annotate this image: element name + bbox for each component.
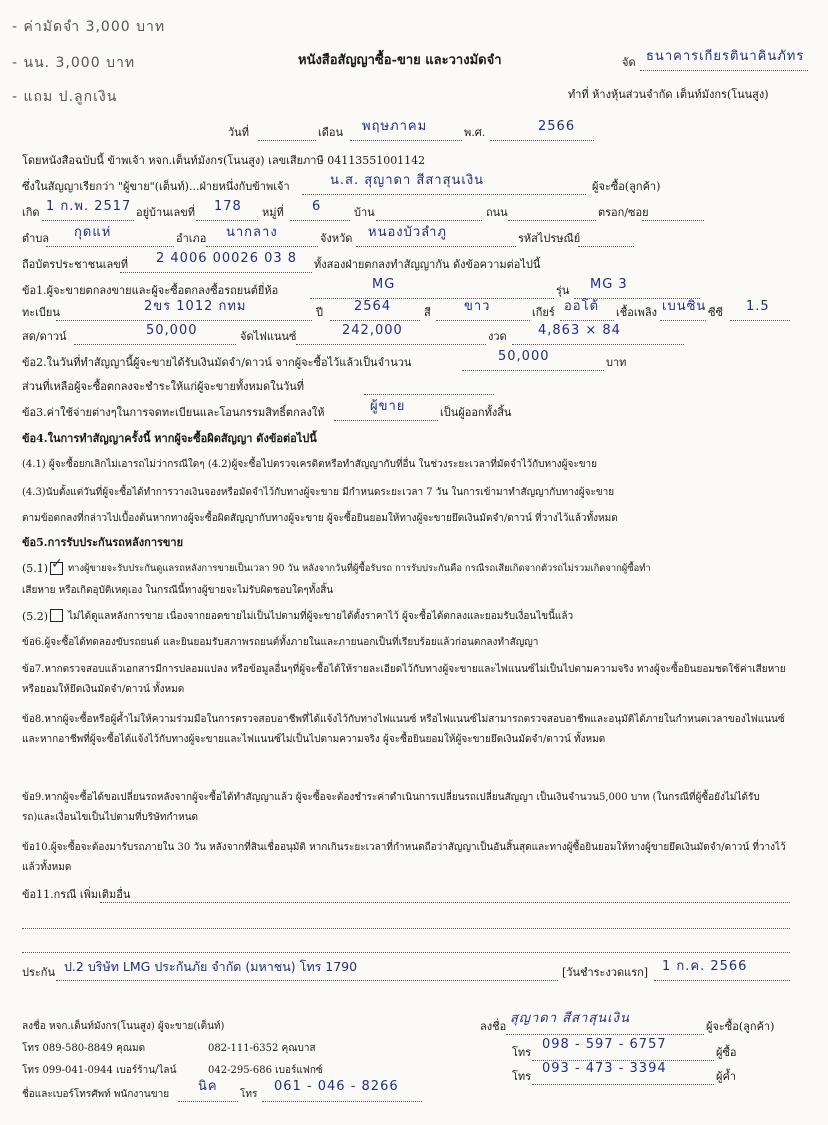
model-label: รุ่น [556,284,570,297]
vehicle-cc: 1.5 [746,299,770,314]
clause6: ข้อ6.ผู้จะซื้อได้ทดลองขับรถยนต์ และยินยอมรับสภาพรถยนต์ทั้งภายในและภายนอกเป็นที่เรียบร้อยแล้วก่อนตกลงทำสัญญา [22,637,539,648]
checkmark-icon: ✓ [51,556,63,572]
vehicle-finance: 242,000 [342,323,403,338]
buyer-signature: สุญาดา สีสาสุนเงิน [510,1011,630,1026]
buyer-role: ผู้จะซื้อ(ลูกค้า) [592,180,661,193]
clause5-2-checkbox[interactable] [50,609,63,622]
clause7: ข้อ7.หากตรวจสอบแล้วเอกสารมีการปลอมแปลง หรือข้อมูลอื่นๆที่ผู้จะซื้อได้ให้รายละเอียดไว้กับทางผู้จะขายและไฟแนนซ์ไม่เป็นไปตามความจริง ทางผู้จะซื้อยินยอมชดใช้ค่าเสียหาย หรือยอมให้ยึดเงินมัดจำ/ดาวน์ ทั้งหมด [22,664,786,695]
clause11: ข้อ11.กรณี เพิ่มเติมอื่น [22,888,131,901]
place-line: ทำที่ ห้างหุ้นส่วนจำกัด เต็นท์มังกร(โนนสูง) [568,88,769,101]
reg-label: ทะเบียน [22,306,60,319]
insurance-label: ประกัน [22,966,55,979]
agree-text: ทั้งสองฝ่ายตกลงทำสัญญากัน ดังข้อความต่อไปนี้ [314,258,541,271]
gear-label: เกียร์ [532,306,555,319]
vehicle-fuel: เบนซิน [662,299,707,314]
vehicle-model: MG 3 [590,277,628,292]
cc-label: ซีซี [708,306,723,319]
down-label: สด/ดาวน์ [22,330,67,343]
vehicle-down: 50,000 [146,323,198,338]
clause10: ข้อ10.ผู้จะซื้อจะต้องมารับรถภายใน 30 วัน หลังจากที่สินเชื่ออนุมัติ หากเกินระยะเวลาที่กำหนดถือว่าสัญญาเป็นอันสิ้นสุดและทางผู้ซื้อยินยอมให้ทางผู้ขายยึดเงินมัดจำ/ดาวน์ ที่วางไว้แล้วทั้งหมด [22,842,786,873]
address-value: 178 [214,199,242,214]
clause2-remaining: ส่วนที่เหลือผู้จะซื้อตกลงจะชำระให้แก่ผู้จะขายทั้งหมดในวันที่ [22,380,305,393]
clause3-suffix: เป็นผู้ออกทั้งสิ้น [440,406,512,419]
clause2-amount: 50,000 [498,349,550,364]
vehicle-gear: ออโต้ [564,299,600,314]
staff-tel: 061 - 046 - 8266 [274,1079,399,1094]
guarantor-tel-label: โทร [512,1070,532,1083]
seller-phone-2: 082-111-6352 คุณบาส [208,1043,316,1054]
buyer-name: น.ส. สุญาดา สีสาสุนเงิน [330,173,485,188]
clause4-title: ข้อ4.ในการทำสัญญาครั้งนี้ หากผู้จะซื้อผิดสัญญา ดังข้อต่อไปนี้ [22,432,317,445]
first-installment-label: [วันชำระงวดแรก] [562,966,649,979]
month-value: พฤษภาคม [362,119,428,134]
tambon-value: กุดแห่ [74,225,112,240]
clause1-text: ข้อ1.ผู้จะขายตกลงขายและผู้จะซื้อตกลงซื้อรถยนต์ยี่ห้อ [22,284,279,297]
clause3-party: ผู้ขาย [370,399,406,414]
vehicle-color: ขาว [464,299,491,314]
moo-value: 6 [312,199,322,214]
to-label: จัด [622,56,636,69]
road-label: ถนน [486,206,508,219]
year-value: 2566 [538,119,576,134]
village-label: บ้าน [354,206,375,219]
buyer-tel: 098 - 597 - 6757 [542,1037,667,1052]
first-installment-date: 1 ก.ค. 2566 [662,959,748,974]
insurance-value: ป.2 บริษัท LMG ประกันภัย จำกัด (มหาชน) โทร 1790 [64,959,358,974]
staff-label: ชื่อและเบอร์โทรศัพท์ พนักงานขาย [22,1089,170,1100]
seller-fax: 042-295-686 เบอร์แฟกซ์ [208,1065,323,1076]
soi-label: ตรอก/ซอย [598,206,649,219]
clause4-3b: ตามข้อตกลงที่กล่าวไปเบื้องต้นหากทางผู้จะซื้อผิดสัญญากับทางผู้จะขาย ผู้จะซื้อยินยอมให้ทางผู้จะขายยึดเงินมัดจำ/ดาวน์ ที่วางไว้แล้วทั้งหมด [22,513,618,524]
seller-phone-3: โทร 099-041-0944 เบอร์ร้าน/ไลน์ [22,1065,177,1076]
fuel-label: เชื้อเพลิง [616,306,657,319]
year-label: พ.ศ. [464,126,486,139]
clause9: ข้อ9.หากผู้จะซื้อได้ขอเปลี่ยนรถหลังจากผู้จะซื้อได้ทำสัญญาแล้ว ผู้จะซื้อจะต้องชำระค่าดำเนินการเปลี่ยนรถเปลี่ยนสัญญา เป็นเงินจำนวน5,000 บาท (ในกรณีที่ผู้ซื้อยังไม่ได้รับรถ)และเงื่อนไขเป็นไปตามที่บริษัทกำหนด [22,792,760,823]
finance-label: จัดไฟแนนซ์ [240,330,297,343]
margin-note-nn: - นน. 3,000 บาท [12,55,136,71]
clause3-text: ข้อ3.ค่าใช้จ่ายต่างๆในการจดทะเบียนและโอนกรรมสิทธิ์ตกลงให้ [22,406,325,419]
clause5-2: ไม่ได้ดูแลหลังการขาย เนื่องจากยอดขายไม่เป็นไปตามที่ผู้จะขายได้ตั้งราคาไว้ ผู้จะซื้อได้ตกลงและยอมรับเงื่อนไขนี้แล้ว [68,611,574,622]
buyer-sign-label: ลงชื่อ [480,1020,507,1033]
born-label: เกิด [22,206,40,219]
seller-clause: ซึ่งในสัญญาเรียกว่า "ผู้ขาย"(เต็นท์)...ฝ่ายหนึ่งกับข้าพเจ้า [22,180,290,193]
guarantor-tel-role: ผู้ค้ำ [716,1070,736,1083]
clause5-2-num: (5.2) [22,610,49,623]
margin-note-deposit: - ค่ามัดจำ 3,000 บาท [12,19,166,35]
province-label: จังหวัด [320,232,353,245]
clause2-text: ข้อ2.ในวันที่ทำสัญญานี้ผู้จะขายได้รับเงินมัดจำ/ดาวน์ จากผู้จะซื้อไว้แล้วเป็นจำนวน [22,356,412,369]
buyer-tel-label: โทร [512,1046,532,1059]
install-label: งวด [488,330,507,343]
vehicle-installment: 4,863 × 84 [538,323,621,338]
clause8: ข้อ8.หากผู้จะซื้อหรือผู้ค้ำไม่ให้ความร่วมมือในการตรวจสอบอาชีพที่ได้แจ้งไว้กับทางไฟแนนซ์ หรือไฟแนนซ์ไม่สามารถตรวจสอบอาชีพและอนุมัติได้ภายในกำหนดเวลาของไฟแนนซ์ และหากอาชีพที่ผู้จะซื้อได้แจ้งไว้กับทางผู้จะขายและไฟแนนซ์ไม่เป็นไปตามความจริง ผู้จะซื้อยินยอมให้ผู้จะขายยึดเงินมัดจำ/ดาวน์ ทั้งหมด [22,714,785,745]
buyer-sign-role: ผู้จะซื้อ(ลูกค้า) [706,1020,775,1033]
vehicle-brand: MG [372,277,396,292]
year-label-v: ปี [316,306,323,319]
clause5-1a: ทางผู้ขายจะรับประกันดูแลรถหลังการขายเป็นเวลา 90 วัน หลังจากวันที่ผู้ซื้อรับรถ การรับประกันคือ กรณีรถเสียเกิดจากตัวรถไม่รวมเกิดจากผู้ซื้อทำ [68,563,651,574]
clause4-3a: (4.3)นับตั้งแต่วันที่ผู้จะซื้อได้ทำการวางเงินจองหรือมัดจำไว้กับทางผู้จะขาย มีกำหนดระยะเวลา 7 วัน ในการเข้ามาทำสัญญากับทางผู้จะขาย [22,487,615,498]
vehicle-year: 2564 [354,299,392,314]
to-bank: ธนาคารเกียรตินาคินภัทร [646,49,805,64]
guarantor-tel: 093 - 473 - 3394 [542,1061,667,1076]
seller-phone-1: โทร 089-580-8849 คุณมด [22,1043,146,1054]
intro-text: โดยหนังสือฉบับนี้ ข้าพเจ้า หจก.เต็นท์มังกร(โนนสูง) เลขเสียภาษี 04113551001142 [22,154,426,167]
document-title: หนังสือสัญญาซื้อ-ขาย และวางมัดจำ [298,53,502,68]
id-value: 2 4006 00026 03 8 [156,251,298,266]
staff-tel-label: โทร [240,1089,258,1100]
clause2-unit: บาท [606,356,627,369]
postal-label: รหัสไปรษณีย์ [518,232,581,245]
id-label: ถือบัตรประชาชนเลขที่ [22,258,128,271]
seller-signature-line: ลงชื่อ หจก.เต็นท์มังกร(โนนสูง) ผู้จะขาย(เต็นท์) [22,1021,225,1032]
clause5-1b: เสียหาย หรือเกิดอุบัติเหตุเอง ในกรณีนี้ทางผู้ขายจะไม่รับผิดชอบใดๆทั้งสิ้น [22,585,334,596]
vehicle-reg: 2ขร 1012 กทม [144,299,247,314]
clause4-1: (4.1) ผู้จะซื้อยกเลิกไม่เอารถไม่ว่ากรณีใดๆ (4.2)ผู้จะซื้อไปตรวจเครดิตหรือทำสัญญากับที่อื่น ในช่วงระยะเวลาที่มัดจำไว้กับทางผู้จะขาย [22,459,598,470]
margin-note-gift: - แถม ป.ลูกเงิน [12,89,118,105]
moo-label: หมู่ที่ [262,206,284,219]
address-label: อยู่บ้านเลขที่ [136,206,196,219]
province-value: หนองบัวลำภู [368,225,447,240]
month-label: เดือน [318,126,344,139]
color-label: สี [424,306,431,319]
clause5-1-num: (5.1) [22,562,49,575]
amphoe-label: อำเภอ [176,232,207,245]
buyer-tel-role: ผู้ซื้อ [716,1046,737,1059]
staff-name: นิค [198,1079,218,1094]
tambon-label: ตำบล [22,232,50,245]
clause5-title: ข้อ5.การรับประกันรถหลังการขาย [22,536,184,549]
amphoe-value: นากลาง [226,225,278,240]
date-label: วันที่ [228,126,249,139]
born-value: 1 ก.พ. 2517 [46,199,132,214]
